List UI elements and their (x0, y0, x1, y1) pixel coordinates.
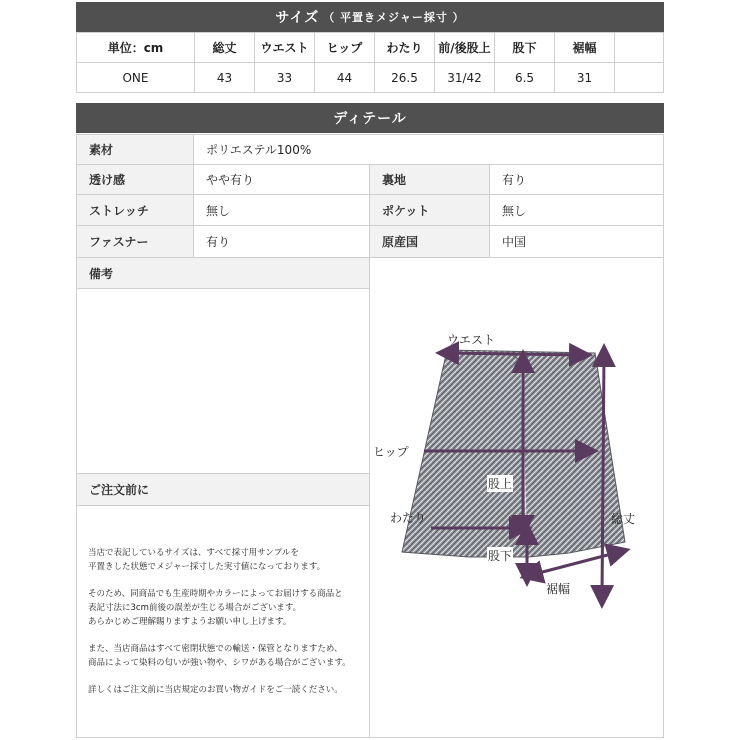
size-header-unit: 単位：cm (77, 33, 195, 63)
size-table (76, 32, 664, 93)
stretch-label: ストレッチ (76, 194, 194, 226)
size-cell-waist: 33 (255, 63, 315, 93)
length-arrow (602, 355, 604, 597)
waist-label: ウエスト (447, 333, 496, 347)
size-header-length: 総丈 (195, 33, 255, 63)
rise-label: 股上 (488, 477, 513, 491)
skirt-shape (402, 350, 625, 557)
lining-label: 裏地 (369, 164, 490, 195)
size-subtitle: （ 平置きメジャー採寸 ） (323, 11, 465, 24)
skirt-diagram (369, 257, 664, 738)
size-cell-rise: 31/42 (435, 63, 495, 93)
sheer-label: 透け感 (76, 164, 194, 195)
size-table-header-row (77, 33, 664, 63)
material-label: 素材 (76, 134, 194, 165)
size-cell-hip: 44 (315, 63, 375, 93)
inseam-label: 股下 (488, 549, 513, 563)
size-header-thigh: わたり (375, 33, 435, 63)
stretch-value: 無し (193, 194, 370, 226)
size-header-waist: ウエスト (255, 33, 315, 63)
size-header-hem: 裾幅 (555, 33, 615, 63)
size-cell-empty (615, 63, 664, 93)
size-header-hip: ヒップ (315, 33, 375, 63)
size-section-header (76, 2, 664, 32)
size-cell-inseam: 6.5 (495, 63, 555, 93)
origin-label: 原産国 (369, 225, 490, 258)
pocket-label: ポケット (369, 194, 490, 226)
pocket-value: 無し (489, 194, 664, 226)
material-value: ポリエステル100% (193, 134, 664, 165)
sheer-value: やや有り (193, 164, 370, 195)
note-line: 表記寸法に3cm前後の誤差が生じる場合がございます。 (88, 603, 302, 613)
size-table-row (77, 63, 664, 93)
notice-text (88, 546, 368, 710)
note-line: 平置きした状態でメジャー採寸した実寸値になっております。 (88, 562, 326, 572)
size-header-empty (615, 33, 664, 63)
note-line: そのため、同商品でも生産時期やカラーによってお届けする商品と (88, 589, 343, 599)
size-cell-thigh: 26.5 (375, 63, 435, 93)
remarks-label: 備考 (76, 257, 370, 289)
fastener-label: ファスナー (76, 225, 194, 258)
detail-section-header (76, 103, 664, 133)
size-title: サイズ (275, 10, 320, 26)
hem-label: 裾幅 (546, 582, 571, 596)
thigh-label: わたり (390, 511, 427, 525)
size-cell-size: ONE (77, 63, 195, 93)
size-header-rise: 前/後股上 (435, 33, 495, 63)
length-label: 総丈 (611, 512, 636, 526)
note-line: 詳しくはご注文前に当店規定のお買い物ガイドをご一読ください。 (88, 685, 343, 695)
hip-label: ヒップ (373, 445, 409, 459)
note-line: 商品によって染料の匂いが強い物や、シワがある場合がございます。 (88, 658, 351, 668)
lining-value: 有り (489, 164, 664, 195)
size-header-inseam: 股下 (495, 33, 555, 63)
size-cell-hem: 31 (555, 63, 615, 93)
detail-title: ディテール (333, 111, 407, 127)
note-line: あらかじめご理解賜りますようお願い申し上げます。 (88, 617, 292, 627)
note-line: 当店で表記しているサイズは、すべて採寸用サンプルを (88, 548, 299, 558)
remarks-box (76, 288, 370, 474)
origin-value: 中国 (489, 225, 664, 258)
size-cell-length: 43 (195, 63, 255, 93)
notice-label: ご注文前に (76, 473, 370, 506)
fastener-value: 有り (193, 225, 370, 258)
waist-arrow (447, 353, 581, 355)
note-line: また、当店商品はすべて密閉状態での輸送・保管となりますため、 (88, 644, 343, 654)
